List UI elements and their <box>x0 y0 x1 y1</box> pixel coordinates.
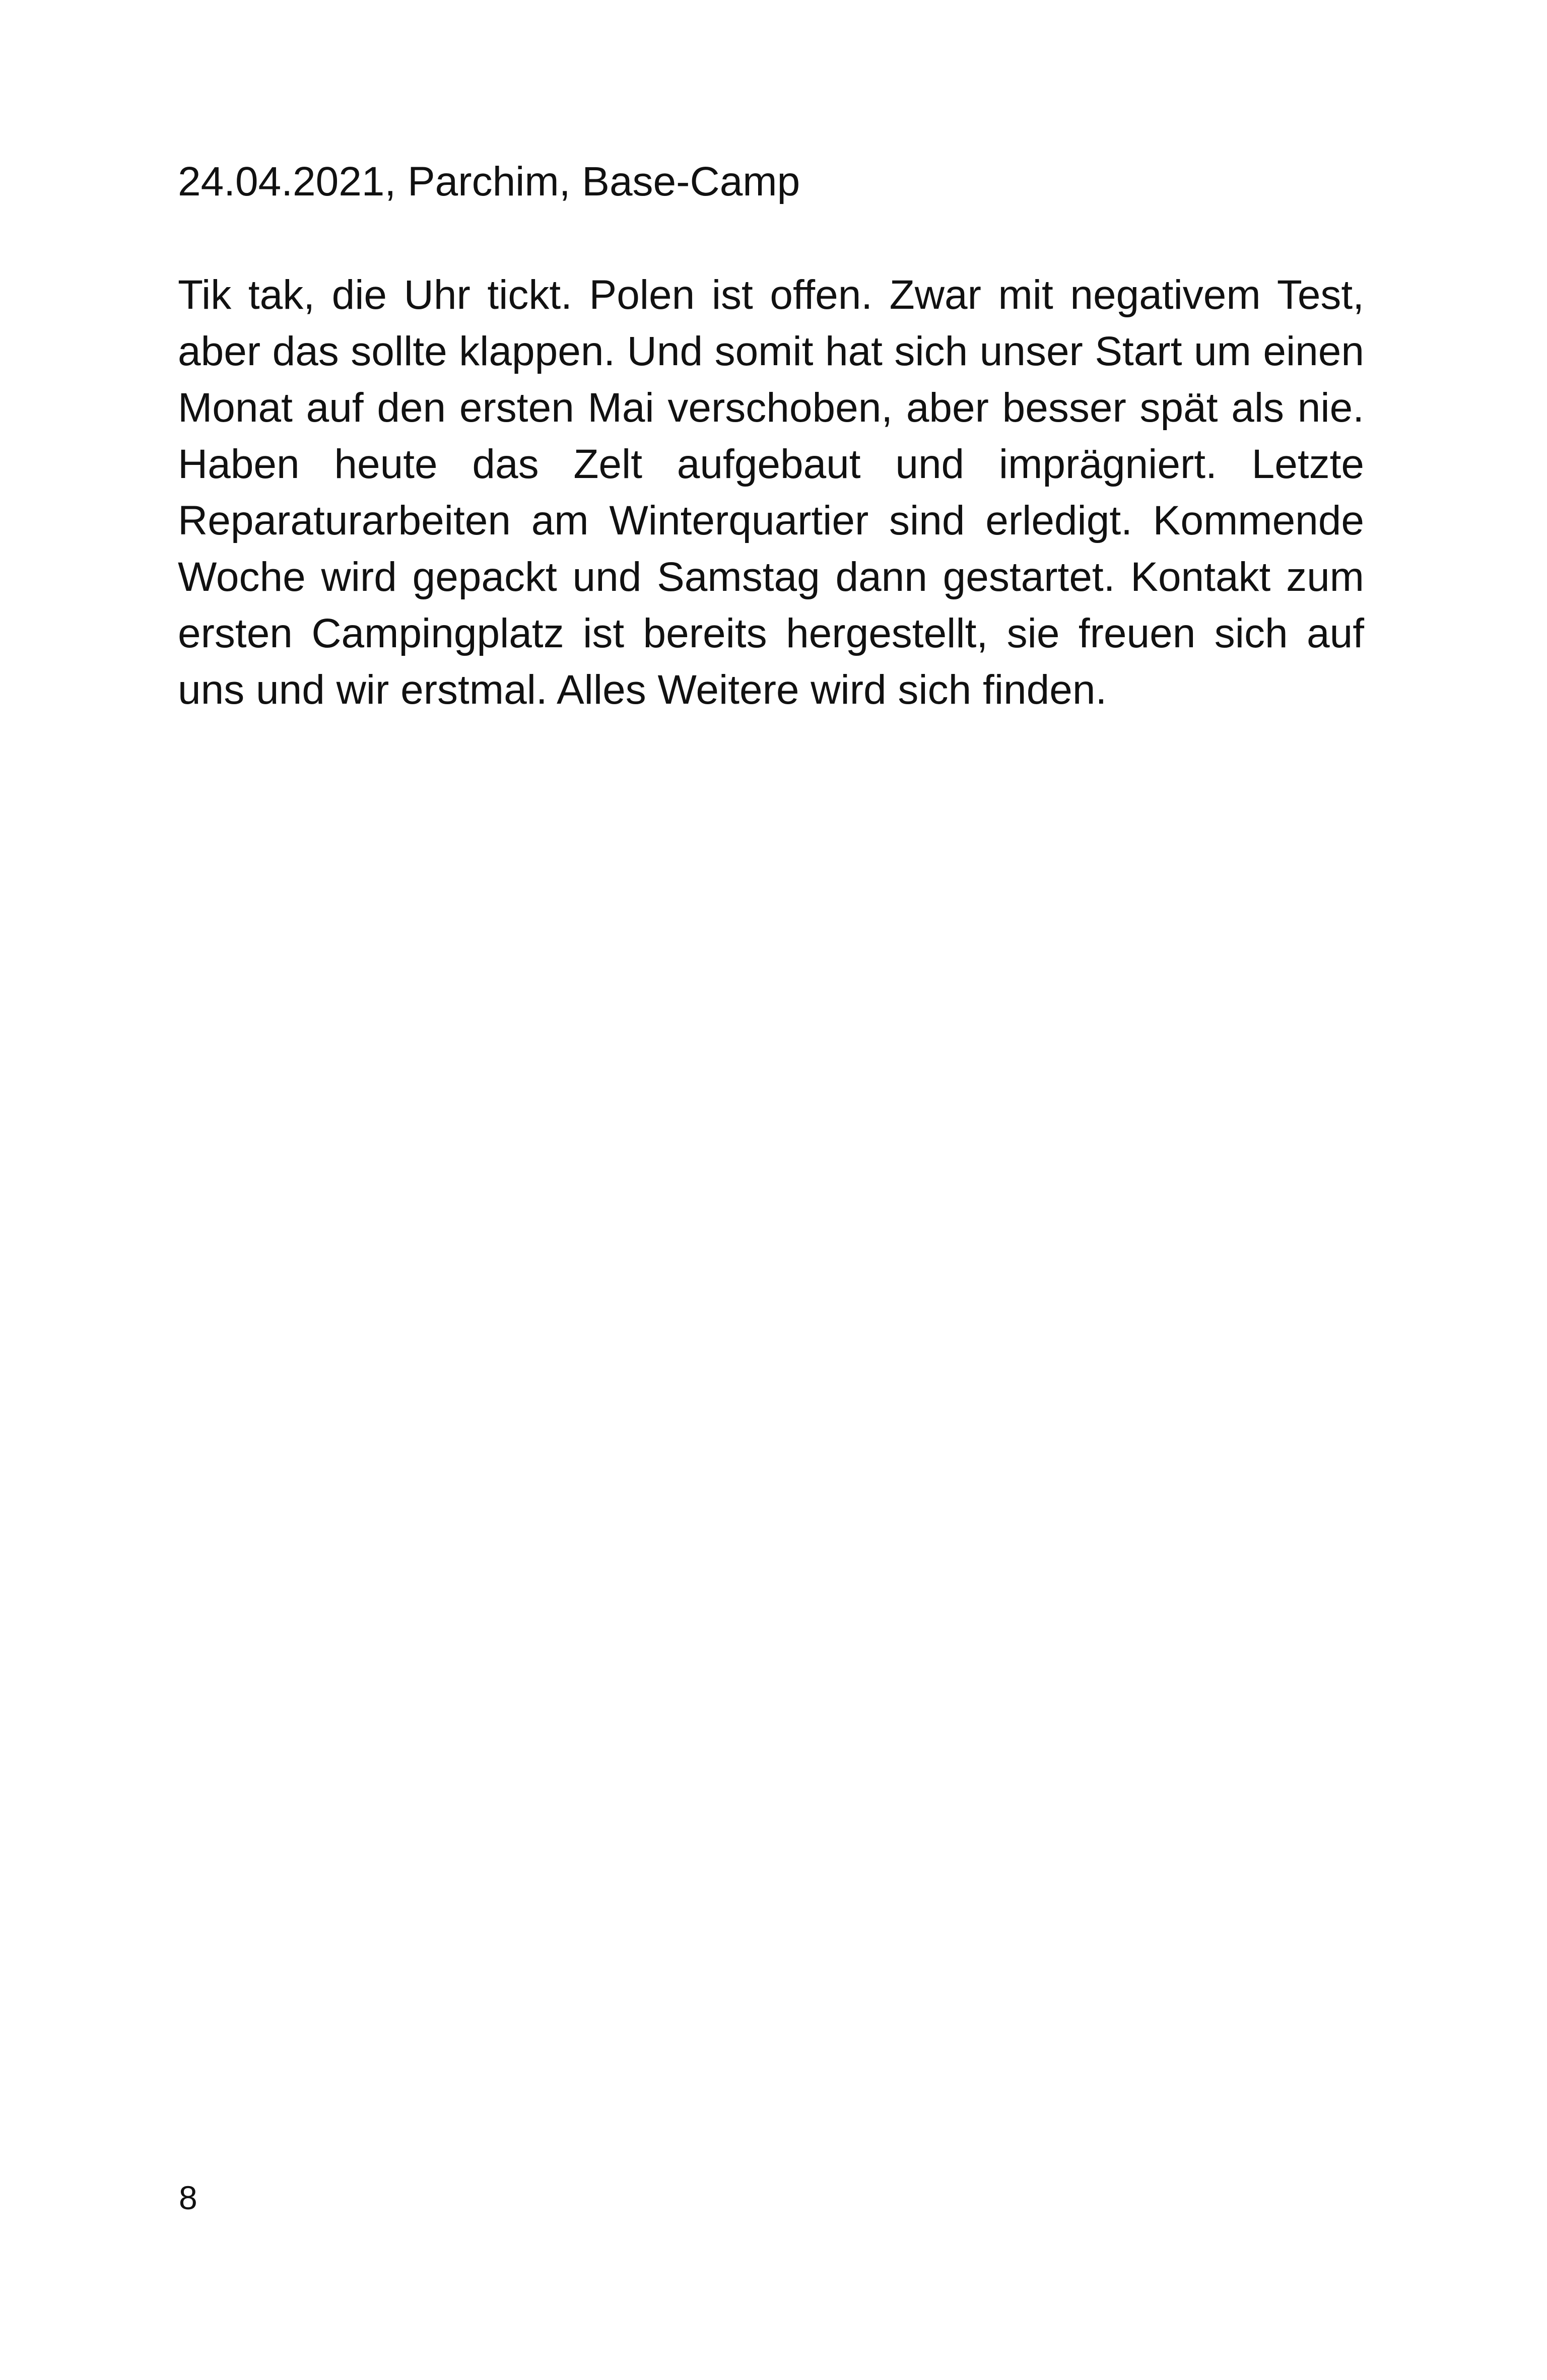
page-number: 8 <box>179 2179 197 2216</box>
entry-body: Tik tak, die Uhr tickt. Polen ist offen. Zwar mit negativem Test, aber das sollte klappen. Und somit hat sich unser Start um einen Monat auf den ersten Mai verschoben, aber besser spät als nie. Haben heute das Zelt aufgebaut und imprägniert. Letzte Reparaturarbeiten am Winterquartier sind erledigt. Kommende Woche wird gepackt und Samstag dann gestartet. Kontakt zum ersten Campingplatz ist bereits hergestellt, sie freuen sich auf uns und wir erstmal. Alles Weitere wird sich finden. <box>178 272 1364 713</box>
entry-heading: 24.04.2021, Parchim, Base-Camp <box>178 159 800 205</box>
